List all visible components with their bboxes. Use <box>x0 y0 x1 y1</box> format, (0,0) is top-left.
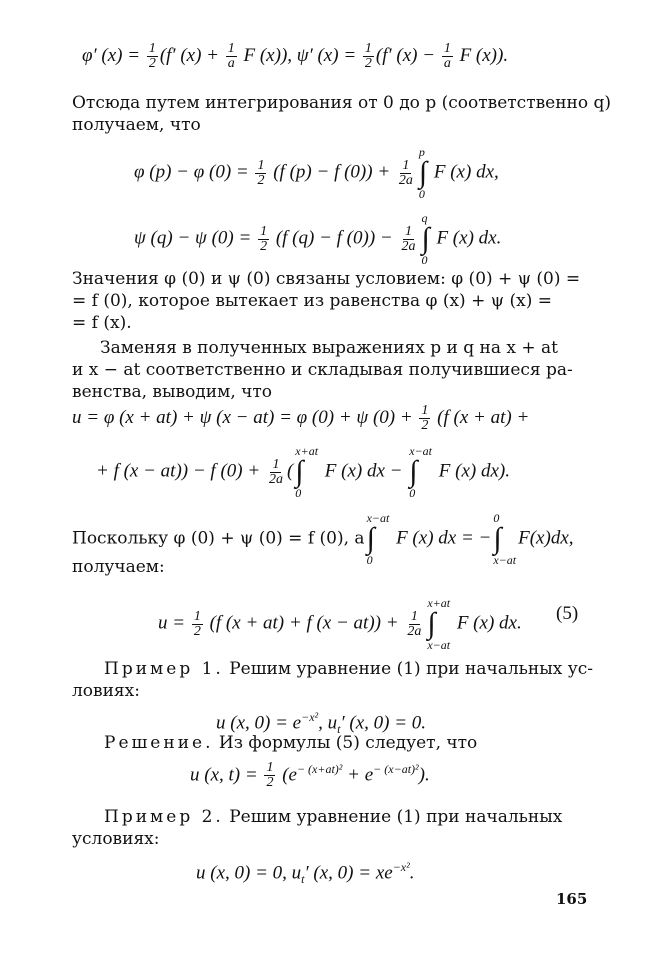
fraction <box>405 610 423 639</box>
paragraph-line: Значения φ (0) и ψ (0) связаны условием: φ (0) + ψ (0) = <box>72 269 581 289</box>
page-number: 165 <box>556 890 588 908</box>
numerator: 1 <box>257 157 265 173</box>
numerator: 1 <box>421 403 429 418</box>
numerator: 1 <box>260 223 268 239</box>
text: φ (p) − φ (0) = <box>134 161 254 183</box>
text: (f (x + at) + <box>432 406 530 428</box>
text: F (x)). <box>454 44 509 66</box>
text: Решим уравнение (1) при начальных <box>223 807 563 827</box>
condition-2 <box>196 856 414 890</box>
text: Решим уравнение (1) при начальных ус- <box>223 659 594 679</box>
lower-limit: 0 <box>418 187 425 201</box>
paragraph-line: и x − at соответственно и складывая получившиеся ра- <box>72 360 573 380</box>
denominator: a <box>443 56 451 71</box>
paragraph-line: ловиях: <box>72 681 140 701</box>
denominator: a <box>227 56 235 71</box>
text: , u <box>318 712 338 734</box>
denominator: 2a <box>268 471 283 487</box>
integral <box>427 597 450 651</box>
integral <box>419 146 427 200</box>
lower-limit: x−at <box>493 553 517 567</box>
text: u = φ (x + at) + ψ (x − at) = φ (0) + ψ (0) + <box>72 406 418 428</box>
text: Поскольку φ (0) + ψ (0) = f (0), а <box>72 528 365 549</box>
numerator: 1 <box>404 223 412 239</box>
integral <box>493 512 516 566</box>
text: ψ (q) − ψ (0) = <box>134 227 257 249</box>
denominator: 2 <box>148 56 156 71</box>
upper-limit: 0 <box>493 511 500 525</box>
example-label: Пример 2. <box>104 807 224 827</box>
equation-number: (5) <box>556 603 579 624</box>
example-2-line <box>104 806 562 828</box>
formula-u-line2 <box>96 445 510 499</box>
text: F(x)dx, <box>518 527 574 549</box>
denominator: 2a <box>398 172 413 188</box>
text: F (x) dx − <box>320 460 408 482</box>
lower-limit: 0 <box>421 253 428 267</box>
text: u (x, 0) = 0, u <box>196 862 302 884</box>
denominator: 2 <box>260 238 268 254</box>
denominator: 2 <box>257 172 265 188</box>
numerator: 1 <box>410 608 418 624</box>
upper-limit: x−at <box>366 511 390 525</box>
integral-sign: ∫ <box>493 522 502 555</box>
example-label: Пример 1. <box>104 659 224 679</box>
text: F (x) dx, <box>429 161 499 183</box>
integral-sign: ∫ <box>421 222 430 255</box>
text: u (x, t) = <box>190 764 263 786</box>
text: φ′ (x) = <box>82 44 145 66</box>
integral-sign: ∫ <box>418 156 428 189</box>
numerator: 1 <box>193 608 201 624</box>
text: (f (p) − f (0)) + <box>268 161 395 183</box>
fraction <box>255 159 266 188</box>
numerator: 1 <box>364 41 372 56</box>
subscript: t <box>301 872 305 887</box>
text: ). <box>418 764 430 786</box>
exponent: −x² <box>301 710 319 724</box>
formula-psi <box>134 212 501 266</box>
lower-limit: 0 <box>295 486 302 500</box>
integral <box>367 512 390 566</box>
formula-u-line1 <box>72 404 529 433</box>
exponent: −x² <box>392 860 410 874</box>
subscript: t <box>337 722 341 737</box>
formula-5 <box>158 597 522 651</box>
text: + f (x − at)) − f (0) + <box>96 460 265 482</box>
solution-line <box>104 732 477 754</box>
fraction <box>264 761 275 790</box>
text: (f (x + at) + f (x − at)) + <box>204 612 404 634</box>
fraction <box>267 458 285 487</box>
numerator: 1 <box>266 760 274 776</box>
integral-sign: ∫ <box>409 455 418 488</box>
paragraph-line: условиях: <box>72 829 160 849</box>
integral <box>409 445 432 499</box>
fraction <box>419 404 430 433</box>
upper-limit: q <box>421 211 428 225</box>
numerator: 1 <box>272 456 280 472</box>
formula-derivatives <box>82 42 508 71</box>
denominator: 2 <box>421 418 429 433</box>
fraction <box>442 42 453 71</box>
lower-limit: x−at <box>427 638 451 652</box>
text: + e <box>342 764 374 786</box>
text: (e <box>277 764 297 786</box>
upper-limit: x−at <box>409 444 433 458</box>
fraction <box>363 42 374 71</box>
paragraph-line: = f (0), которое вытекает из равенства φ (x) + ψ (x) = <box>72 291 552 311</box>
denominator: 2a <box>401 238 416 254</box>
text: ′ (x, 0) = 0. <box>340 712 427 734</box>
denominator: 2 <box>266 775 274 791</box>
denominator: 2a <box>407 623 422 639</box>
numerator: 1 <box>227 41 235 56</box>
text: F (x) dx = − <box>391 527 492 549</box>
text: F (x) dx. <box>452 612 522 634</box>
lower-limit: 0 <box>409 486 416 500</box>
text: F (x) dx). <box>434 460 510 482</box>
integral-sign: ∫ <box>366 522 375 555</box>
exponent: − (x−at)² <box>373 762 419 776</box>
paragraph-line: получаем, что <box>72 115 201 135</box>
fraction <box>192 610 203 639</box>
paragraph-line: Заменяя в полученных выражениях p и q на x + at <box>100 338 558 358</box>
fraction <box>397 159 415 188</box>
numerator: 1 <box>148 41 156 56</box>
upper-limit: x+at <box>295 444 319 458</box>
text: F (x) dx. <box>431 227 502 249</box>
solution-formula <box>190 758 430 790</box>
paragraph-line: венства, выводим, что <box>72 382 273 402</box>
exponent: − (x+at)² <box>296 762 343 776</box>
integral-sign: ∫ <box>427 607 436 640</box>
text: u (x, 0) = e <box>216 712 302 734</box>
fraction <box>226 42 237 71</box>
text: (f′ (x) − <box>375 44 440 66</box>
paragraph-line: получаем: <box>72 557 165 577</box>
text: . <box>409 862 415 884</box>
fraction <box>147 42 158 71</box>
denominator: 2 <box>364 56 372 71</box>
text: ( <box>286 460 294 482</box>
upper-limit: p <box>418 145 425 159</box>
paragraph-line: Отсюда путем интегрирования от 0 до p (соответственно q) <box>72 93 612 113</box>
integral-sign: ∫ <box>295 455 304 488</box>
fraction <box>258 225 269 254</box>
paragraph-line: = f (x). <box>72 313 132 333</box>
text: u = <box>158 612 190 634</box>
formula-phi <box>134 146 499 200</box>
integral <box>295 445 318 499</box>
fraction <box>399 225 417 254</box>
upper-limit: x+at <box>427 596 451 610</box>
text: (f′ (x) + <box>159 44 224 66</box>
denominator: 2 <box>193 623 201 639</box>
numerator: 1 <box>443 41 451 56</box>
text: F (x)), ψ′ (x) = <box>238 44 361 66</box>
example-1-line <box>104 658 593 680</box>
text: ′ (x, 0) = xe <box>304 862 393 884</box>
lower-limit: 0 <box>366 553 373 567</box>
text: Из формулы (5) следует, что <box>213 733 478 753</box>
numerator: 1 <box>402 157 410 173</box>
solution-label: Решение. <box>104 733 214 753</box>
text: (f (q) − f (0)) − <box>271 227 398 249</box>
integral <box>421 212 429 266</box>
